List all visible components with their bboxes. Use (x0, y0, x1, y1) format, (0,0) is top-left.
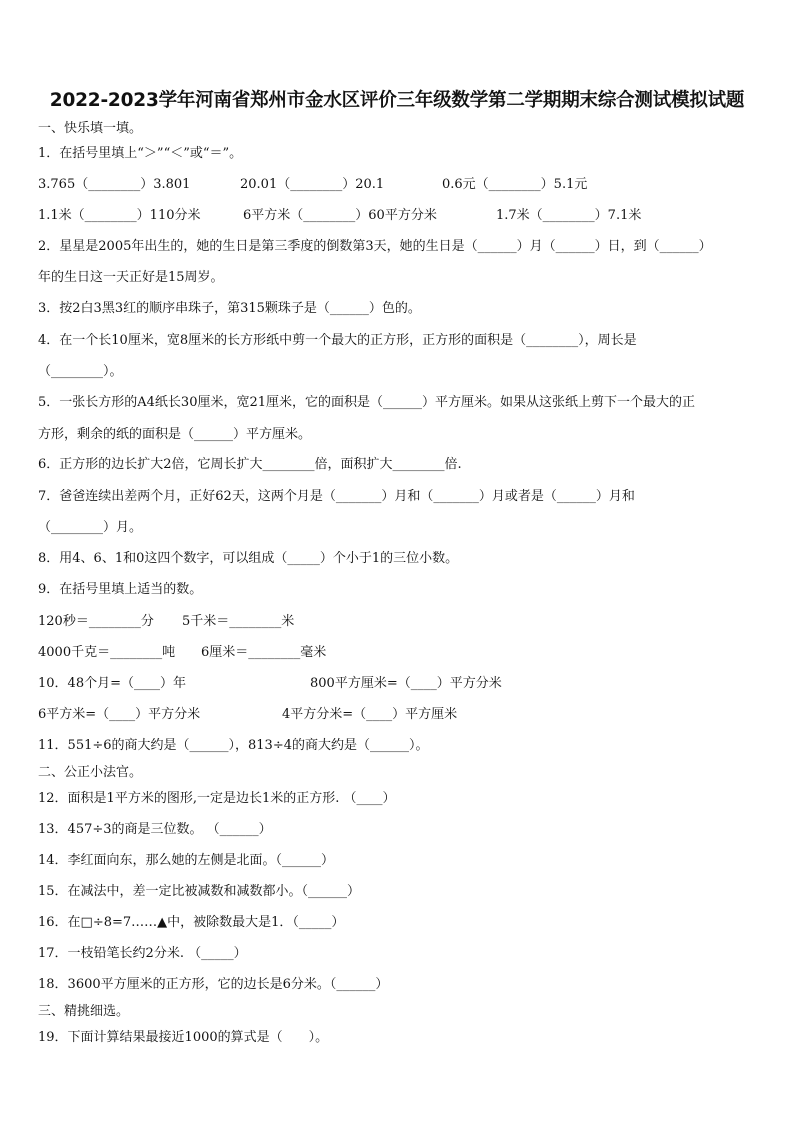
compare-item: 20.01（________）20.1 (240, 177, 385, 192)
conversion-item: 800平方厘米=（____）平方分米 (310, 676, 502, 691)
question-4-cont: （________）。 (38, 364, 123, 379)
question-16: 16．在□÷8=7……▲中，被除数最大是1．（_____） (38, 915, 345, 930)
conversion-item: 6平方米=（____）平方分米 (38, 707, 201, 722)
question-2: 2．星星是2005年出生的，她的生日是第三季度的倒数第3天，她的生日是（______）月（______）日，到（______） (38, 239, 712, 254)
conversion-item: 120秒＝________分 (38, 614, 154, 629)
question-6: 6．正方形的边长扩大2倍，它周长扩大________倍，面积扩大________倍. (38, 457, 462, 472)
conversion-item: 6厘米＝________毫米 (201, 645, 327, 660)
compare-item: 0.6元（________）5.1元 (442, 177, 588, 192)
question-4: 4．在一个长10厘米，宽8厘米的长方形纸中剪一个最大的正方形，正方形的面积是（________），周长是 (38, 333, 637, 348)
question-5-cont: 方形，剩余的纸的面积是（______）平方厘米。 (38, 427, 312, 442)
question-7: 7．爸爸连续出差两个月，正好62天，这两个月是（_______）月和（_______）月或者是（______）月和 (38, 489, 635, 504)
question-15: 15．在减法中，差一定比被减数和减数都小。（______） (38, 884, 361, 899)
question-17: 17．一枝铅笔长约2分米. （_____） (38, 946, 247, 961)
question-11: 11．551÷6的商大约是（______），813÷4的商大约是（______）。 (38, 738, 429, 753)
compare-item: 3.765（________）3.801 (38, 177, 191, 192)
question-18: 18．3600平方厘米的正方形，它的边长是6分米。（______） (38, 977, 389, 992)
compare-item: 1.7米（________）7.1米 (496, 208, 642, 223)
question-9: 9．在括号里填上适当的数。 (38, 582, 203, 597)
conversion-item: 5千米＝________米 (182, 614, 295, 629)
conversion-item: 10．48个月=（____）年 (38, 676, 186, 691)
question-12: 12．面积是1平方米的图形,一定是边长1米的正方形. （____） (38, 791, 396, 806)
question-3: 3．按2白3黑3红的顺序串珠子，第315颗珠子是（______）色的。 (38, 301, 421, 316)
conversion-item: 4平方分米=（____）平方厘米 (282, 707, 458, 722)
compare-item: 6平方米（________）60平方分米 (243, 208, 437, 223)
section-heading-1: 一、快乐填一填。 (38, 121, 143, 136)
question-2-cont: 年的生日这一天正好是15周岁。 (38, 270, 224, 285)
question-8: 8．用4、6、1和0这四个数字，可以组成（_____）个小于1的三位小数。 (38, 551, 459, 566)
question-14: 14．李红面向东，那么她的左侧是北面。（______） (38, 853, 335, 868)
question-1: 1．在括号里填上“＞”“＜”或“＝”。 (38, 146, 243, 161)
section-heading-2: 二、公正小法官。 (38, 765, 143, 780)
conversion-item: 4000千克＝________吨 (38, 645, 176, 660)
question-13: 13．457÷3的商是三位数。 （______） (38, 822, 272, 837)
question-19: 19．下面计算结果最接近1000的算式是（ ）。 (38, 1030, 329, 1045)
question-5: 5．一张长方形的A4纸长30厘米，宽21厘米，它的面积是（______）平方厘米。如果从这张纸上剪下一个最大的正 (38, 395, 696, 410)
compare-item: 1.1米（________）110分米 (38, 208, 201, 223)
section-heading-3: 三、精挑细选。 (38, 1004, 130, 1019)
page-title: 2022-2023学年河南省郑州市金水区评价三年级数学第二学期期末综合测试模拟试题 (49, 90, 745, 111)
question-7-cont: （________）月。 (38, 520, 143, 535)
